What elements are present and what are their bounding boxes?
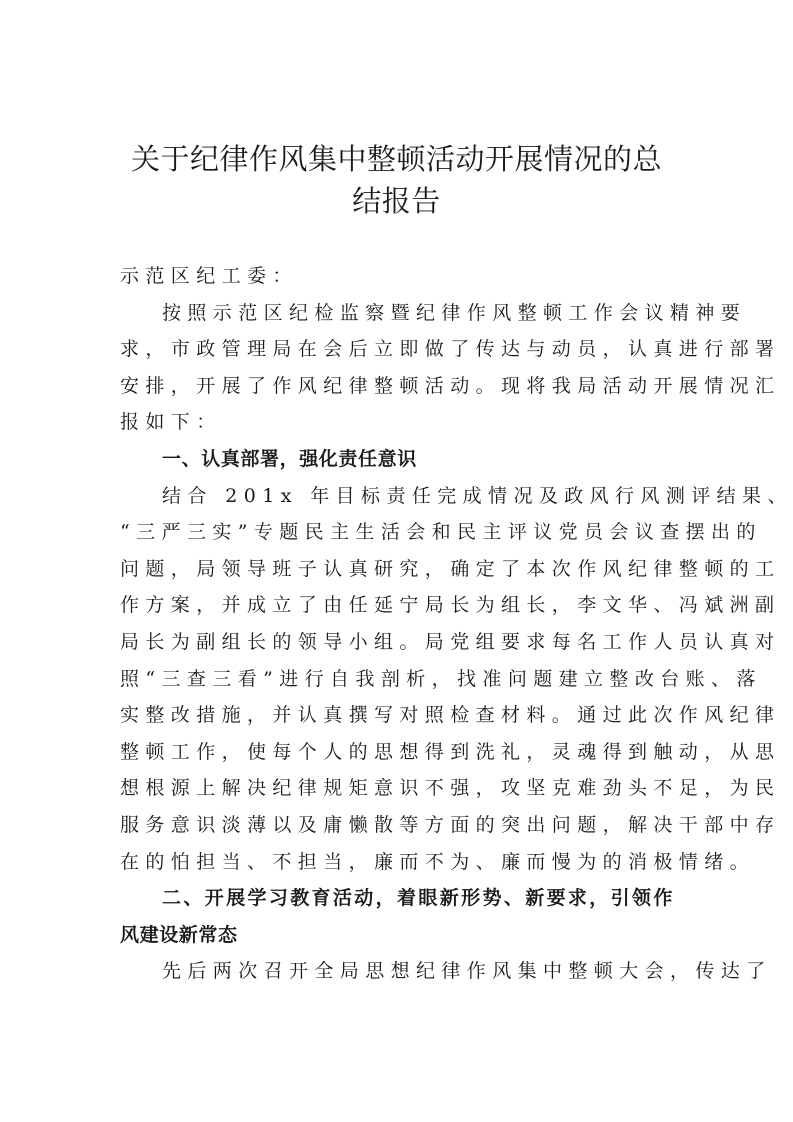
paragraph-line: 问题，局领导班子认真研究，确定了本次作风纪律整顿的工 [120,557,781,580]
paragraph-line: 实整改措施，并认真撰写对照检查材料。通过此次作风纪律 [120,704,781,727]
paragraph-line: 服务意识淡薄以及庸懒散等方面的突出问题，解决干部中存 [120,813,781,836]
document-body [120,258,793,990]
paragraph-line: 先后两次召开全局思想纪律作风集中整顿大会，传达了 [162,960,772,983]
paragraph-line: 整顿工作，使每个人的思想得到洗礼，灵魂得到触动，从思 [120,740,781,763]
paragraph-line: 局长为副组长的领导小组。局党组要求每名工作人员认真对 [120,630,781,653]
heading-line: 风建设新常态 [120,923,238,946]
paragraph-line: 作方案，并成立了由任延宁局长为组长，李文华、冯斌洲副 [120,594,781,617]
title-line: 结报告 [352,184,441,218]
section-heading-1: 一、认真部署，强化责任意识 [162,447,417,470]
salutation: 示范区纪工委： [120,265,298,287]
section-heading-2 [120,880,673,953]
paragraph-line: 按照示范区纪检监察暨纪律作风整顿工作会议精神要 [162,301,747,324]
paragraph-line: “三严三实”专题民主生活会和民主评议党员会议查摆出的 [120,521,762,544]
paragraph-line: 安排，开展了作风纪律整顿活动。现将我局活动开展情况汇 [120,374,781,397]
paragraph-line: 在的怕担当、不担当，廉而不为、廉而慢为的消极情绪。 [120,850,756,873]
document-title [110,138,683,222]
paragraph-line: 照“三查三看”进行自我剖析，找准问题建立整改台账、落 [120,667,762,690]
paragraph-line: 求，市政管理局在会后立即做了传达与动员，认真进行部署 [120,338,781,361]
paragraph-line: 想根源上解决纪律规矩意识不强，攻坚克难劲头不足，为民 [120,777,781,800]
paragraph-3 [120,953,772,990]
heading-line: 二、开展学习教育活动，着眼新形势、新要求，引领作 [162,887,673,910]
title-line: 关于纪律作风集中整顿活动开展情况的总 [130,142,662,176]
paragraph-line: 报如下： [120,411,222,434]
paragraph-line: 结合 201x 年目标责任完成情况及政风行风测评结果、 [162,484,793,507]
paragraph-1 [120,295,781,441]
paragraph-2 [120,478,793,881]
